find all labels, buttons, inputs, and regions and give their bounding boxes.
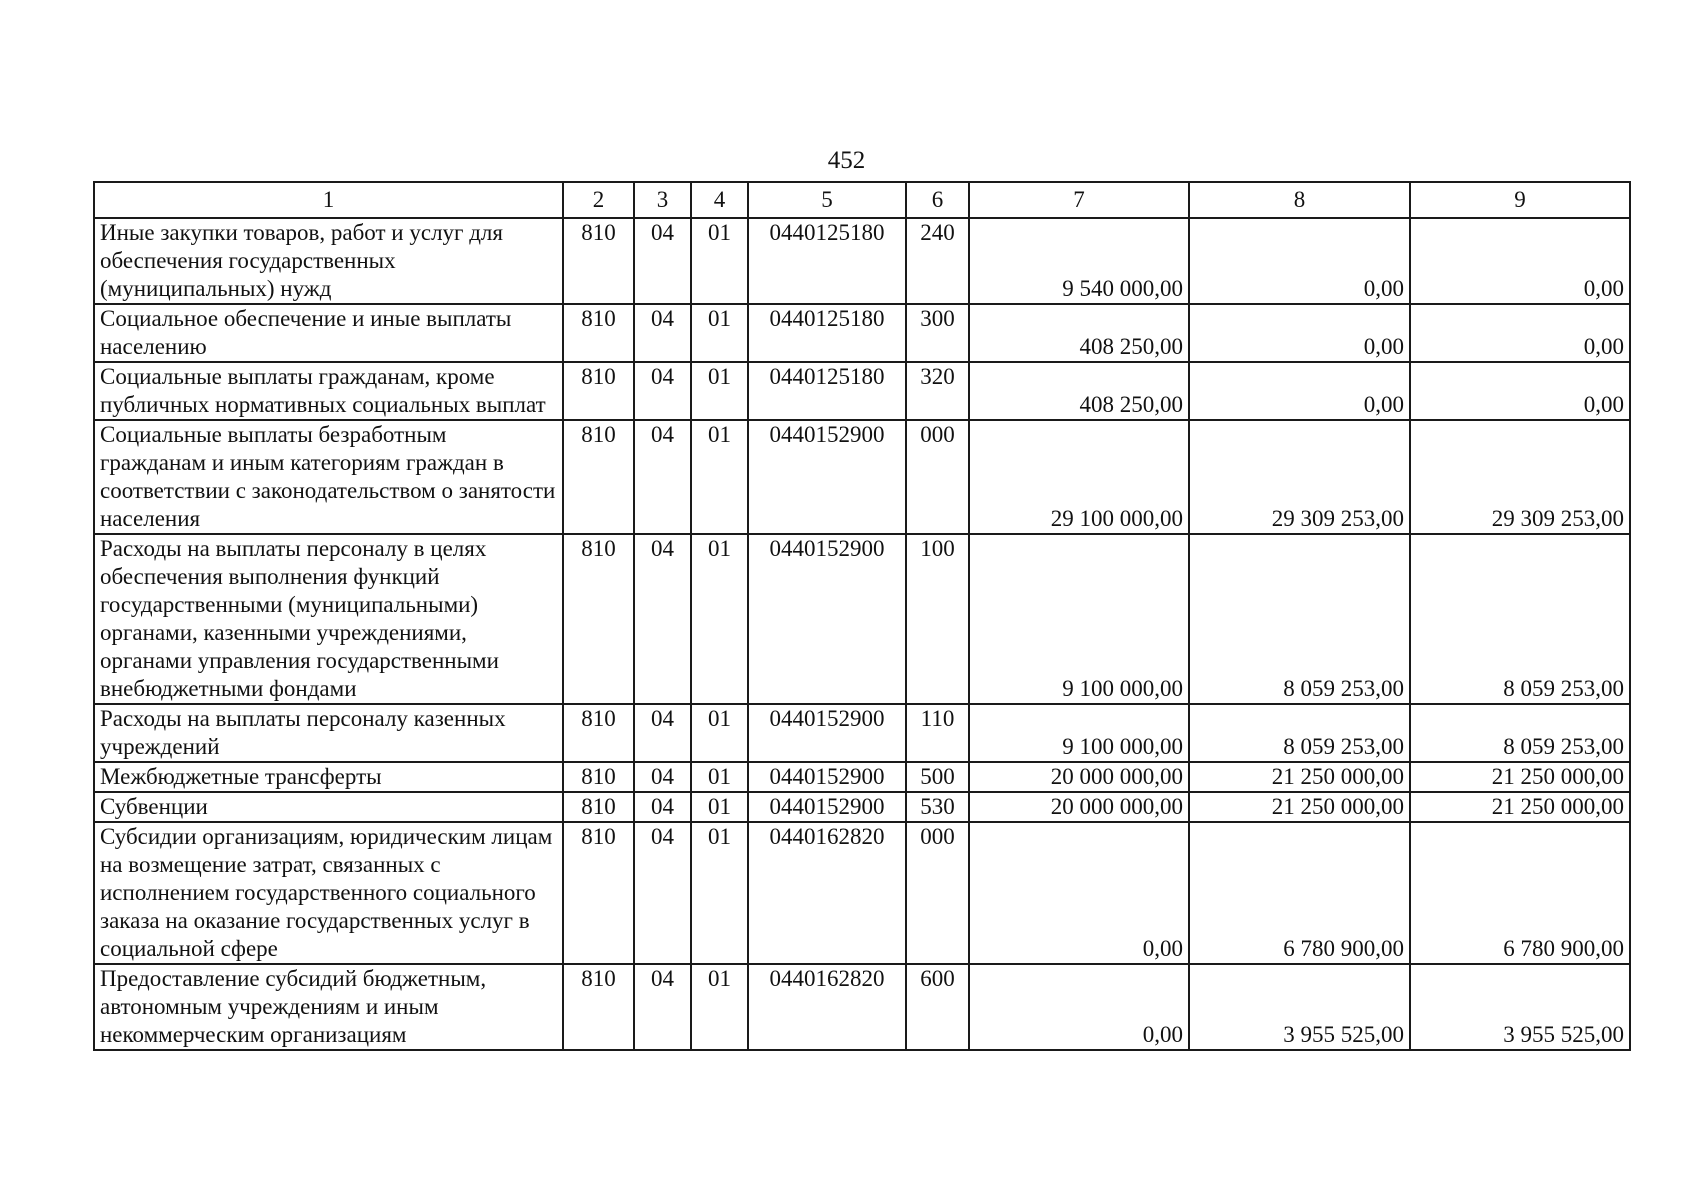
column-header-1: 1 [94, 182, 563, 218]
amount-col-8: 6 780 900,00 [1189, 822, 1410, 964]
target-article-code: 0440152900 [748, 792, 906, 822]
page-number: 452 [827, 147, 866, 174]
amount-col-8: 0,00 [1189, 304, 1410, 362]
amount-col-8: 3 955 525,00 [1189, 964, 1410, 1050]
amount-col-7: 29 100 000,00 [969, 420, 1189, 534]
table-row [94, 420, 1630, 534]
expense-type-code: 110 [906, 704, 969, 762]
section-code: 04 [634, 362, 691, 420]
amount-col-9: 8 059 253,00 [1410, 704, 1630, 762]
amount-col-9: 0,00 [1410, 218, 1630, 304]
ministry-code: 810 [563, 420, 634, 534]
ministry-code: 810 [563, 964, 634, 1050]
table-row [94, 762, 1630, 792]
table-row [94, 704, 1630, 762]
amount-col-7: 0,00 [969, 822, 1189, 964]
amount-col-7: 9 540 000,00 [969, 218, 1189, 304]
column-header-9: 9 [1410, 182, 1630, 218]
ministry-code: 810 [563, 792, 634, 822]
expense-type-code: 240 [906, 218, 969, 304]
column-header-8: 8 [1189, 182, 1410, 218]
amount-col-9: 3 955 525,00 [1410, 964, 1630, 1050]
expense-name: Расходы на выплаты персоналу в целях обеспечения выполнения функций государственными (муниципальными) органами, казенными учреждениями, органами управления государственными внебюджетными фондами [94, 534, 563, 704]
expense-type-code: 600 [906, 964, 969, 1050]
subsection-code: 01 [691, 218, 748, 304]
expense-name: Межбюджетные трансферты [94, 762, 563, 792]
amount-col-8: 8 059 253,00 [1189, 704, 1410, 762]
target-article-code: 0440125180 [748, 218, 906, 304]
expense-type-code: 000 [906, 822, 969, 964]
section-code: 04 [634, 964, 691, 1050]
expense-type-code: 100 [906, 534, 969, 704]
target-article-code: 0440152900 [748, 762, 906, 792]
amount-col-8: 29 309 253,00 [1189, 420, 1410, 534]
ministry-code: 810 [563, 362, 634, 420]
ministry-code: 810 [563, 304, 634, 362]
section-code: 04 [634, 792, 691, 822]
amount-col-7: 408 250,00 [969, 304, 1189, 362]
column-header-3: 3 [634, 182, 691, 218]
target-article-code: 0440152900 [748, 534, 906, 704]
subsection-code: 01 [691, 822, 748, 964]
table-row [94, 534, 1630, 704]
subsection-code: 01 [691, 362, 748, 420]
target-article-code: 0440162820 [748, 822, 906, 964]
expense-name: Иные закупки товаров, работ и услуг для обеспечения государственных (муниципальных) нужд [94, 218, 563, 304]
target-article-code: 0440162820 [748, 964, 906, 1050]
subsection-code: 01 [691, 792, 748, 822]
amount-col-8: 21 250 000,00 [1189, 762, 1410, 792]
amount-col-9: 21 250 000,00 [1410, 762, 1630, 792]
expense-type-code: 530 [906, 792, 969, 822]
section-code: 04 [634, 822, 691, 964]
target-article-code: 0440125180 [748, 304, 906, 362]
ministry-code: 810 [563, 704, 634, 762]
amount-col-8: 8 059 253,00 [1189, 534, 1410, 704]
table-header-row [94, 182, 1630, 218]
amount-col-8: 21 250 000,00 [1189, 792, 1410, 822]
section-code: 04 [634, 420, 691, 534]
subsection-code: 01 [691, 964, 748, 1050]
amount-col-9: 21 250 000,00 [1410, 792, 1630, 822]
budget-table [93, 181, 1631, 1051]
amount-col-9: 0,00 [1410, 304, 1630, 362]
amount-col-8: 0,00 [1189, 218, 1410, 304]
expense-type-code: 300 [906, 304, 969, 362]
amount-col-8: 0,00 [1189, 362, 1410, 420]
expense-name: Социальные выплаты гражданам, кроме публичных нормативных социальных выплат [94, 362, 563, 420]
table-row [94, 964, 1630, 1050]
amount-col-7: 0,00 [969, 964, 1189, 1050]
column-header-5: 5 [748, 182, 906, 218]
expense-name: Предоставление субсидий бюджетным, автономным учреждениям и иным некоммерческим организациям [94, 964, 563, 1050]
amount-col-9: 29 309 253,00 [1410, 420, 1630, 534]
column-header-7: 7 [969, 182, 1189, 218]
ministry-code: 810 [563, 534, 634, 704]
expense-type-code: 320 [906, 362, 969, 420]
expense-type-code: 000 [906, 420, 969, 534]
amount-col-9: 6 780 900,00 [1410, 822, 1630, 964]
column-header-2: 2 [563, 182, 634, 218]
target-article-code: 0440125180 [748, 362, 906, 420]
ministry-code: 810 [563, 822, 634, 964]
expense-name: Социальное обеспечение и иные выплаты населению [94, 304, 563, 362]
subsection-code: 01 [691, 704, 748, 762]
section-code: 04 [634, 218, 691, 304]
subsection-code: 01 [691, 304, 748, 362]
expense-name: Субвенции [94, 792, 563, 822]
amount-col-9: 0,00 [1410, 362, 1630, 420]
expense-name: Социальные выплаты безработным гражданам и иным категориям граждан в соответствии с законодательством о занятости населения [94, 420, 563, 534]
ministry-code: 810 [563, 218, 634, 304]
amount-col-7: 408 250,00 [969, 362, 1189, 420]
subsection-code: 01 [691, 762, 748, 792]
section-code: 04 [634, 762, 691, 792]
table-row [94, 218, 1630, 304]
section-code: 04 [634, 304, 691, 362]
section-code: 04 [634, 704, 691, 762]
table-row [94, 362, 1630, 420]
column-header-4: 4 [691, 182, 748, 218]
amount-col-7: 9 100 000,00 [969, 704, 1189, 762]
subsection-code: 01 [691, 420, 748, 534]
subsection-code: 01 [691, 534, 748, 704]
amount-col-7: 9 100 000,00 [969, 534, 1189, 704]
amount-col-7: 20 000 000,00 [969, 762, 1189, 792]
section-code: 04 [634, 534, 691, 704]
table-row [94, 304, 1630, 362]
expense-name: Субсидии организациям, юридическим лицам на возмещение затрат, связанных с исполнением государственного социального заказа на оказание государственных услуг в социальной сфере [94, 822, 563, 964]
expense-name: Расходы на выплаты персоналу казенных учреждений [94, 704, 563, 762]
expense-type-code: 500 [906, 762, 969, 792]
target-article-code: 0440152900 [748, 420, 906, 534]
ministry-code: 810 [563, 762, 634, 792]
amount-col-7: 20 000 000,00 [969, 792, 1189, 822]
table-row [94, 822, 1630, 964]
column-header-6: 6 [906, 182, 969, 218]
amount-col-9: 8 059 253,00 [1410, 534, 1630, 704]
target-article-code: 0440152900 [748, 704, 906, 762]
table-row [94, 792, 1630, 822]
